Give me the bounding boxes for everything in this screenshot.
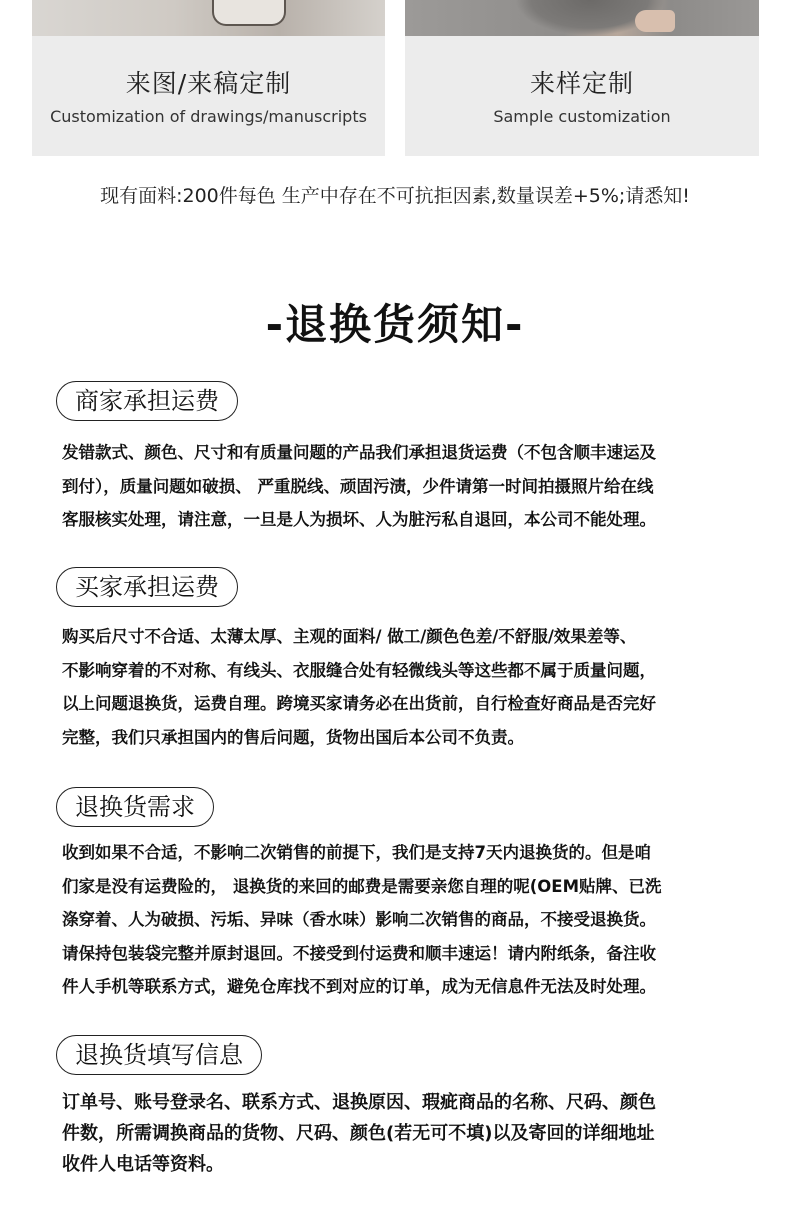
section-title-return-requirements: 退换货需求 bbox=[56, 787, 214, 827]
card-subtitle: Customization of drawings/manuscripts bbox=[50, 107, 367, 126]
customization-cards bbox=[0, 0, 790, 160]
page-heading: -退换货须知- bbox=[265, 300, 525, 349]
card-title: 来样定制 bbox=[529, 69, 634, 98]
section-title-seller-shipping: 商家承担运费 bbox=[56, 381, 238, 421]
text-line: 收件人电话等资料。 bbox=[62, 1154, 224, 1175]
section-title-buyer-shipping: 买家承担运费 bbox=[56, 567, 238, 607]
text-line: 完整，我们只承担国内的售后问题，货物出国后本公司不负责。 bbox=[62, 727, 524, 747]
text-line: 件数，所需调换商品的货物、尺码、颜色(若无可不填)以及寄回的详细地址 bbox=[62, 1123, 655, 1144]
text-line: 发错款式、颜色、尺寸和有质量问题的产品我们承担退货运费（不包含顺丰速运及 bbox=[62, 443, 656, 462]
section-text-buyer-shipping bbox=[62, 620, 752, 754]
text-line: 客服核实处理，请注意，一旦是人为损坏、人为脏污私自退回，本公司不能处理。 bbox=[62, 510, 656, 529]
text-line: 件人手机等联系方式，避免仓库找不到对应的订单，成为无信息件无法及时处理。 bbox=[62, 977, 656, 996]
text-line: 涤穿着、人为破损、污垢、异味（香水味）影响二次销售的商品，不接受退换货。 bbox=[62, 910, 656, 929]
text-line: 订单号、账号登录名、联系方式、退换原因、瑕疵商品的名称、尺码、颜色 bbox=[62, 1092, 656, 1113]
section-title-return-info: 退换货填写信息 bbox=[56, 1035, 262, 1075]
model-photo-crop bbox=[405, 0, 759, 36]
card-subtitle: Sample customization bbox=[493, 107, 671, 126]
text-line: 以上问题退换货，运费自理。跨境买家请务必在出货前，自行检查好商品是否完好 bbox=[62, 694, 656, 713]
section-text-return-info bbox=[62, 1087, 752, 1180]
text-line: 收到如果不合适，不影响二次销售的前提下，我们是支持7天内退换货的。但是咱 bbox=[62, 843, 651, 862]
text-line: 们家是没有运费险的， 退换货的来回的邮费是需要亲您自理的呢(OEM贴牌、已洗 bbox=[62, 876, 662, 896]
sample-customization-card bbox=[405, 0, 759, 156]
drawing-customization-card bbox=[32, 0, 385, 156]
fabric-notice: 现有面料:200件每色 生产中存在不可抗拒因素,数量误差+5%;请悉知! bbox=[100, 185, 690, 207]
section-text-return-requirements bbox=[62, 836, 752, 1004]
text-line: 不影响穿着的不对称、有线头、衣服缝合处有轻微线头等这些都不属于质量问题， bbox=[62, 660, 656, 680]
text-line: 到付），质量问题如破损、 严重脱线、顽固污渍，少件请第一时间拍摄照片给在线 bbox=[62, 476, 654, 496]
product-photo-crop bbox=[32, 0, 385, 36]
card-title: 来图/来稿定制 bbox=[125, 69, 292, 98]
text-line: 购买后尺寸不合适、太薄太厚、主观的面料/ 做工/颜色色差/不舒服/效果差等、 bbox=[62, 627, 637, 646]
section-text-seller-shipping bbox=[62, 436, 752, 537]
text-line: 请保持包装袋完整并原封退回。不接受到付运费和顺丰速运！请内附纸条，备注收 bbox=[62, 943, 656, 963]
